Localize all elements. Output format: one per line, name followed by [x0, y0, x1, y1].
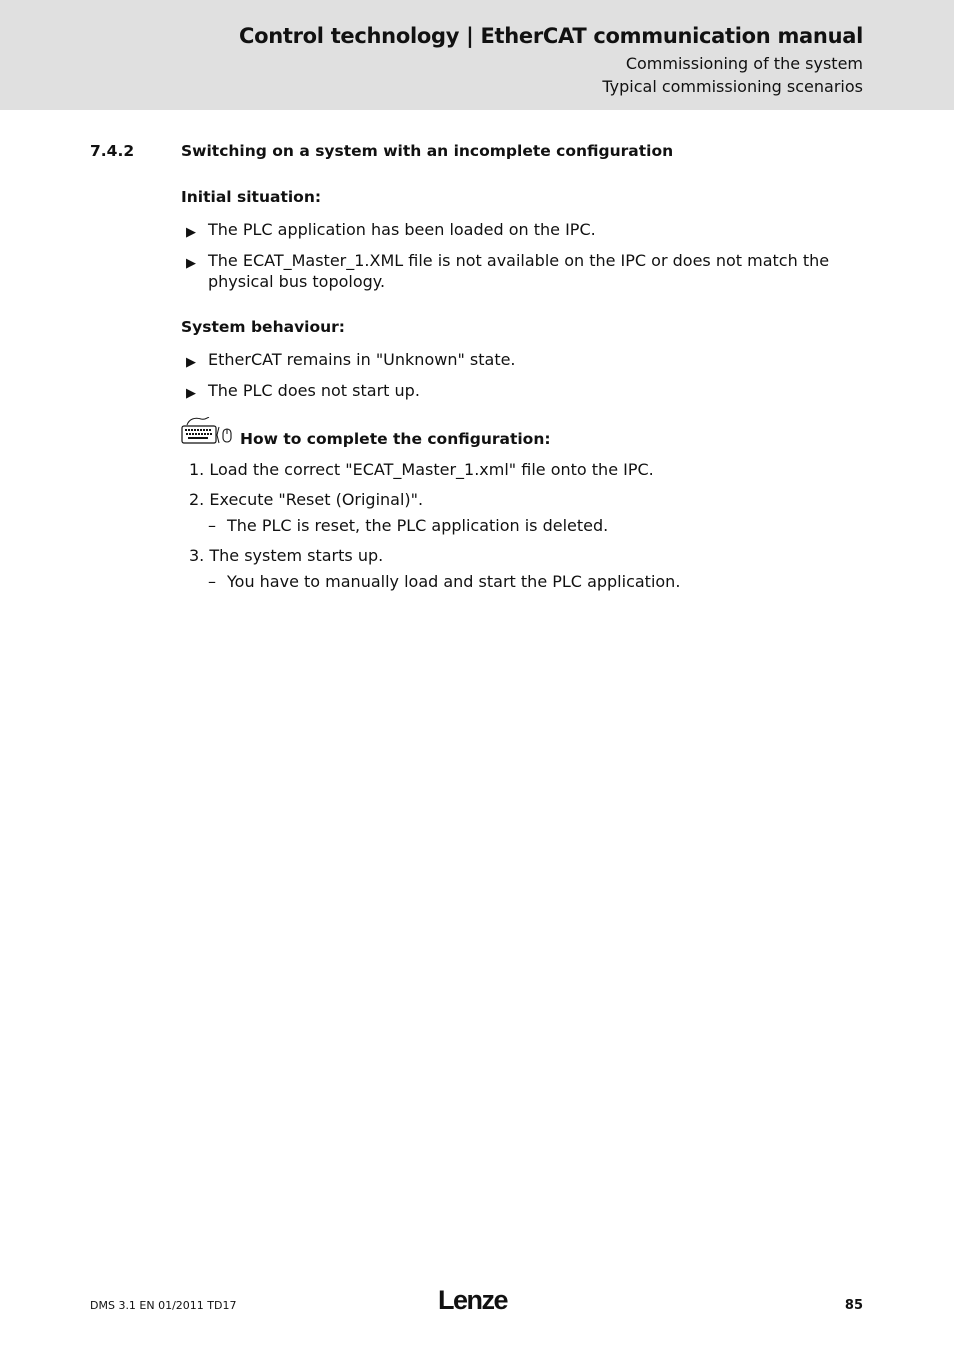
- keyboard-mouse-icon: [181, 417, 233, 445]
- header-title: Control technology | EtherCAT communication manual: [238, 24, 863, 48]
- howto-label: How to complete the configuration:: [240, 430, 551, 448]
- step-item: 3. The system starts up.: [189, 546, 384, 565]
- triangle-bullet-icon: ▶: [186, 355, 196, 370]
- page-number: 85: [844, 1298, 863, 1313]
- step-result: – The PLC is reset, the PLC application is deleted.: [208, 516, 609, 535]
- header-subtitle-section: Typical commissioning scenarios: [602, 77, 863, 96]
- triangle-bullet-icon: ▶: [186, 225, 196, 240]
- lenze-logo-icon: [438, 1284, 516, 1314]
- step-result: – You have to manually load and start the PLC application.: [208, 572, 681, 591]
- list-item: ▶ The PLC application has been loaded on the IPC.: [186, 219, 866, 240]
- system-behaviour-label: System behaviour:: [181, 318, 346, 336]
- step-item: 1. Load the correct "ECAT_Master_1.xml" file onto the IPC.: [189, 460, 654, 479]
- step-item: 2. Execute "Reset (Original)".: [189, 490, 424, 509]
- list-item: ▶ The PLC does not start up.: [186, 380, 866, 401]
- svg-text:Lenze: Lenze: [438, 1285, 508, 1314]
- section-number: 7.4.2: [90, 142, 135, 160]
- list-item: ▶ EtherCAT remains in "Unknown" state.: [186, 349, 866, 370]
- header-subtitle-chapter: Commissioning of the system: [625, 54, 863, 73]
- list-item: ▶ The ECAT_Master_1.XML file is not available on the IPC or does not match the physical bus topology.: [186, 251, 830, 291]
- initial-situation-label: Initial situation:: [181, 188, 322, 206]
- triangle-bullet-icon: ▶: [186, 386, 196, 401]
- footer-doc-id: DMS 3.1 EN 01/2011 TD17: [90, 1299, 237, 1312]
- triangle-bullet-icon: ▶: [186, 256, 196, 271]
- section-title: Switching on a system with an incomplete configuration: [181, 142, 674, 160]
- page-header: [0, 0, 954, 110]
